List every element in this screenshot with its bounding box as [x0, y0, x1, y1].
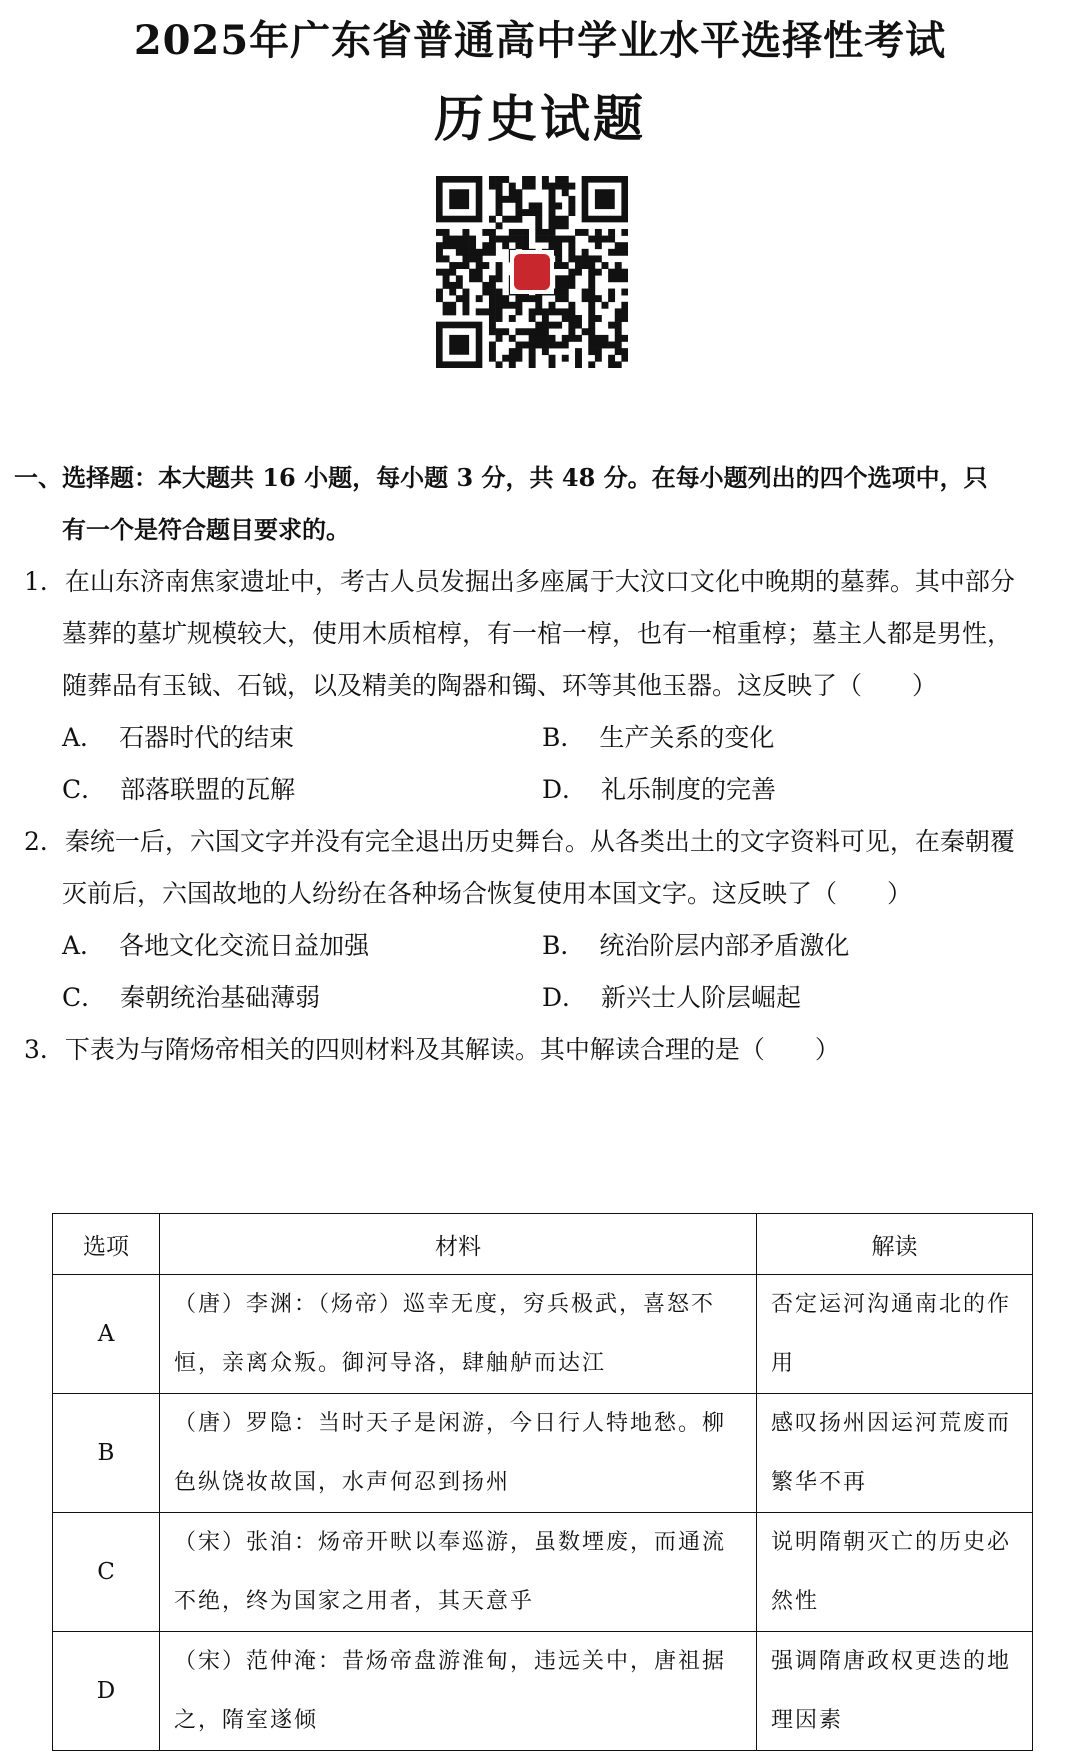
- option-text: 各地文化交流日益加强: [119, 931, 370, 960]
- table-header-row: [53, 1214, 1033, 1275]
- q1-text-line3: 随葬品有玉钺、石钺，以及精美的陶器和镯、环等其他玉器。这反映了（ ）: [62, 671, 938, 700]
- option-text: 石器时代的结束: [119, 723, 295, 752]
- q2-option-b: [542, 926, 849, 966]
- q3-table: [52, 1213, 1033, 1751]
- table-cell-interpretation: 否定运河沟通南北的作用: [757, 1275, 1033, 1394]
- section-header-line2: 有一个是符合题目要求的。: [62, 515, 350, 544]
- q2-text-line1: 2．秦统一后，六国文字并没有完全退出历史舞台。从各类出土的文字资料可见，在秦朝覆: [24, 827, 1015, 856]
- option-text: 生产关系的变化: [599, 723, 775, 752]
- q1-text-line2: 墓葬的墓圹规模较大，使用木质棺椁，有一棺一椁，也有一棺重椁；墓主人都是男性，: [62, 619, 1013, 648]
- q1-option-a: [62, 718, 294, 758]
- exam-title: 2025年广东省普通高中学业水平选择性考试: [133, 17, 947, 64]
- option-letter: C．: [62, 775, 107, 804]
- option-letter: B．: [542, 723, 586, 752]
- table-cell-material: （宋）张洎：炀帝开畎以奉巡游，虽数堙废，而通流不绝，终为国家之用者，其天意乎: [160, 1513, 757, 1632]
- option-text: 部落联盟的瓦解: [120, 775, 296, 804]
- option-letter: A．: [62, 931, 106, 960]
- q1-text-line1: 1．在山东济南焦家遗址中，考古人员发掘出多座属于大汶口文化中晚期的墓葬。其中部分: [24, 567, 1015, 596]
- q3-text-line1: 3．下表为与隋炀帝相关的四则材料及其解读。其中解读合理的是（ ）: [24, 1035, 840, 1064]
- q2-option-c: [62, 978, 320, 1018]
- table-cell-material: （宋）范仲淹：昔炀帝盘游淮甸，违远关中，唐祖据之，隋室遂倾: [160, 1632, 757, 1751]
- qr-code-image: [436, 176, 628, 368]
- table-cell-interpretation: 说明隋朝灭亡的历史必然性: [757, 1513, 1033, 1632]
- table-header-interpretation: 解读: [757, 1214, 1033, 1275]
- option-letter: A．: [62, 723, 106, 752]
- table-row: [53, 1275, 1033, 1394]
- q1-option-b: [542, 718, 774, 758]
- table-cell-interpretation: 强调隋唐政权更迭的地理因素: [757, 1632, 1033, 1751]
- q2-option-d: [542, 978, 801, 1018]
- table-row: [53, 1394, 1033, 1513]
- subject-title: 历史试题: [434, 89, 646, 148]
- option-letter: B．: [542, 931, 586, 960]
- table-row: [53, 1513, 1033, 1632]
- qr-code-pattern: [436, 176, 628, 368]
- table-cell-material: （唐）李渊：（炀帝）巡幸无度，穷兵极武，喜怒不恒，亲离众叛。御河导洛，肆舳舻而达江: [160, 1275, 757, 1394]
- table-cell-option: D: [53, 1632, 160, 1751]
- q2-text-line2: 灭前后，六国故地的人纷纷在各种场合恢复使用本国文字。这反映了（ ）: [62, 879, 913, 908]
- table-header-option: 选项: [53, 1214, 160, 1275]
- table-row: [53, 1632, 1033, 1751]
- q1-option-d: [542, 770, 776, 810]
- table-cell-option: B: [53, 1394, 160, 1513]
- option-text: 礼乐制度的完善: [601, 775, 777, 804]
- section-header-line1: 一、选择题：本大题共 16 小题，每小题 3 分，共 48 分。在每小题列出的四个选项中，只: [14, 463, 988, 492]
- table-header-material: 材料: [160, 1214, 757, 1275]
- q1-option-c: [62, 770, 295, 810]
- option-text: 统治阶层内部矛盾激化: [599, 931, 850, 960]
- q2-option-a: [62, 926, 369, 966]
- option-letter: D．: [542, 775, 588, 804]
- table-cell-material: （唐）罗隐：当时天子是闲游，今日行人特地愁。柳色纵饶妆故国，水声何忍到扬州: [160, 1394, 757, 1513]
- option-letter: C．: [62, 983, 107, 1012]
- option-text: 秦朝统治基础薄弱: [120, 983, 321, 1012]
- option-text: 新兴士人阶层崛起: [601, 983, 802, 1012]
- table-cell-option: A: [53, 1275, 160, 1394]
- table-cell-interpretation: 感叹扬州因运河荒废而繁华不再: [757, 1394, 1033, 1513]
- option-letter: D．: [542, 983, 588, 1012]
- table-cell-option: C: [53, 1513, 160, 1632]
